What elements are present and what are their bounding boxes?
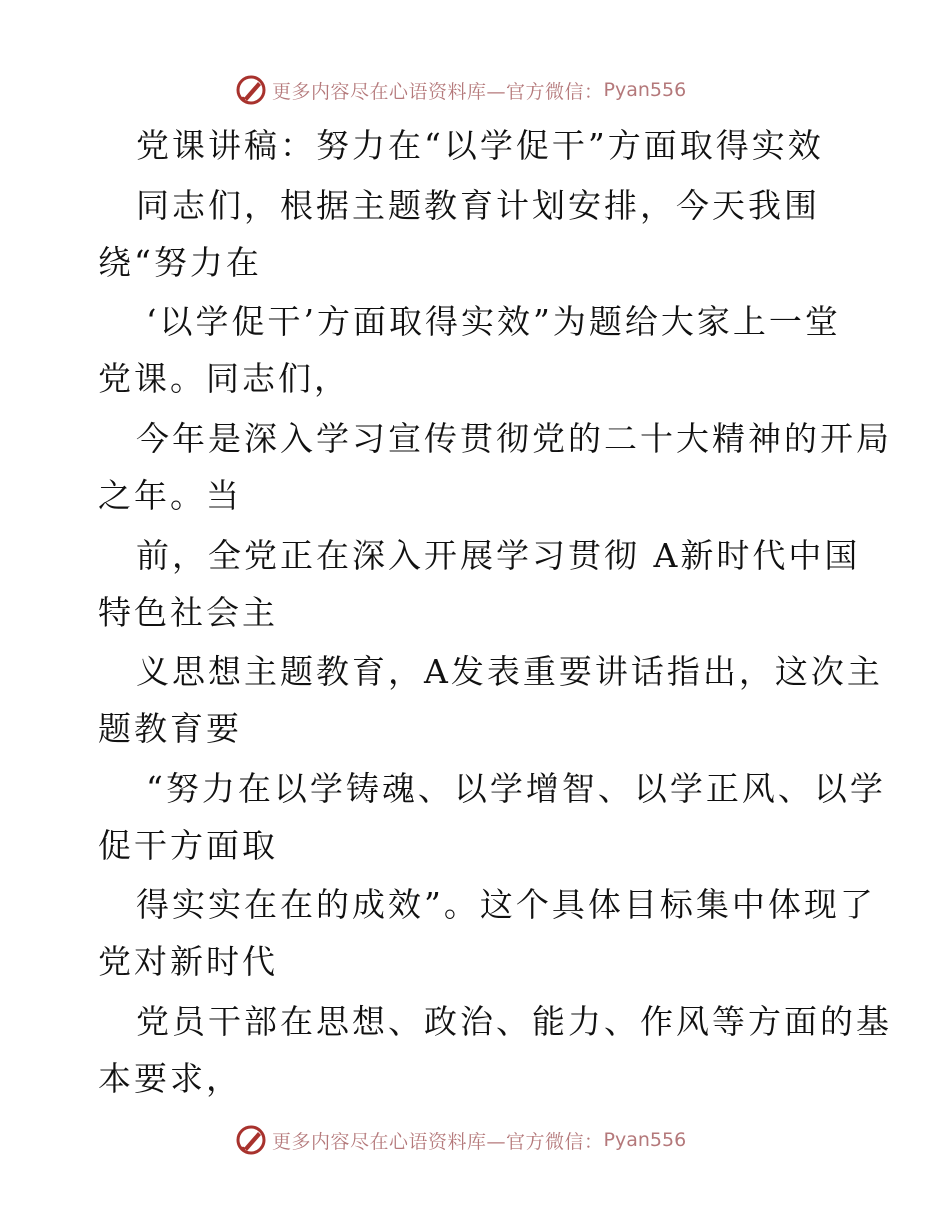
body-line: 本要求， xyxy=(98,1059,242,1098)
body-line: 同志们，根据主题教育计划安排，今天我围 xyxy=(136,186,820,225)
body-line: 前，全党正在深入开展学习贯彻 A新时代中国 xyxy=(136,536,861,575)
pen-logo-icon xyxy=(234,73,268,107)
body-line: 促干方面取 xyxy=(98,826,278,865)
banner-wechat-id: Pyan556 xyxy=(603,79,687,101)
banner-wechat-id: Pyan556 xyxy=(603,1129,687,1151)
body-line: 党课。同志们， xyxy=(98,359,350,398)
document-title: 党课讲稿：努力在“以学促干”方面取得实效 xyxy=(136,126,824,165)
body-line: 得实实在在的成效”。这个具体目标集中体现了 xyxy=(136,885,876,924)
body-line: “努力在以学铸魂、以学增智、以学正风、以学 xyxy=(146,769,886,808)
footer-banner xyxy=(0,1120,950,1160)
banner-text: 更多内容尽在心语资料库—官方微信： xyxy=(272,80,604,103)
body-line: 题教育要 xyxy=(98,709,242,748)
header-banner xyxy=(0,70,950,110)
pen-logo-icon xyxy=(234,1123,268,1157)
body-line: 特色社会主 xyxy=(98,593,278,632)
body-line: 绕“努力在 xyxy=(98,243,262,282)
body-line: 党对新时代 xyxy=(98,942,278,981)
body-line: 之年。当 xyxy=(98,476,242,515)
body-line: 党员干部在思想、政治、能力、作风等方面的基 xyxy=(136,1002,892,1041)
body-line: ‘以学促干’方面取得实效”为题给大家上一堂 xyxy=(146,302,841,341)
banner-text: 更多内容尽在心语资料库—官方微信： xyxy=(272,1130,604,1153)
body-line: 义思想主题教育，A发表重要讲话指出，这次主 xyxy=(136,652,883,691)
body-line: 今年是深入学习宣传贯彻党的二十大精神的开局 xyxy=(136,419,892,458)
